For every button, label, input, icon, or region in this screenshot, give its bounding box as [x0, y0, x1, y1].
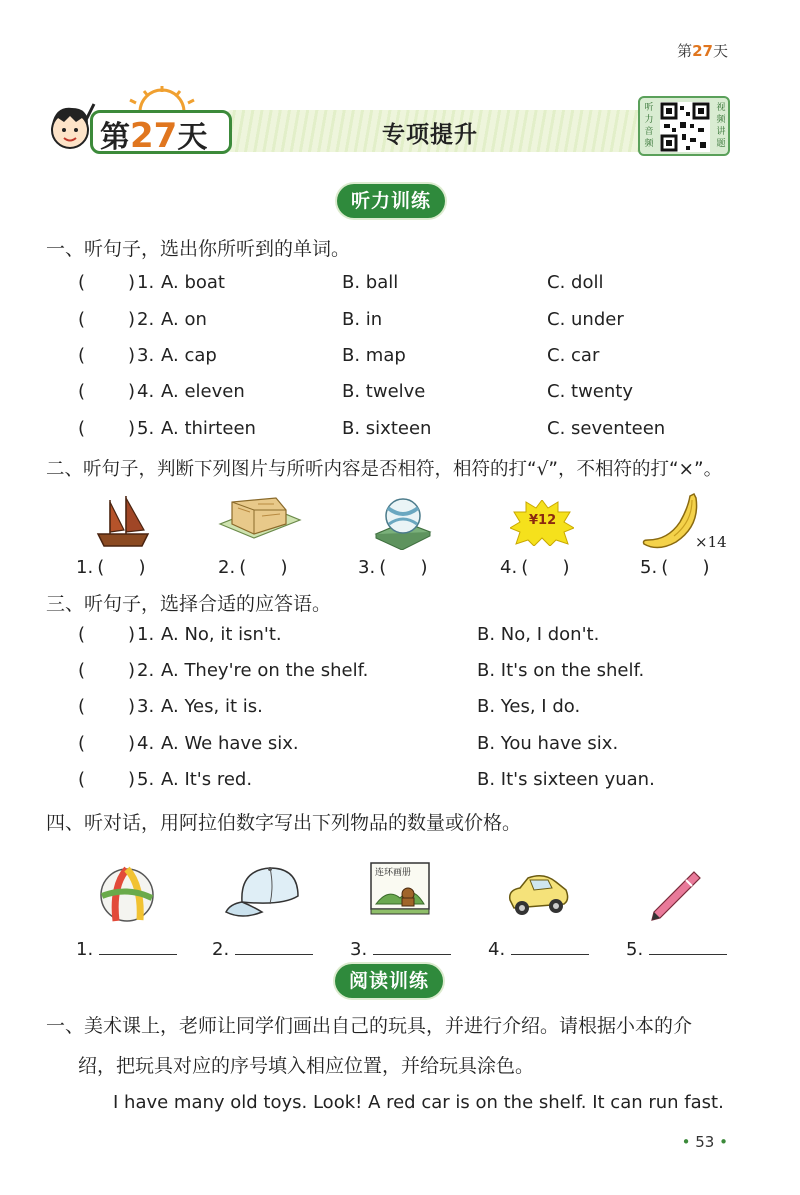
option-c: C. car — [547, 345, 600, 366]
beach-ball-icon — [98, 866, 156, 924]
day-prefix: 第 — [100, 120, 130, 155]
answer-paren[interactable]: ( — [78, 309, 86, 330]
option-b: B. ball — [342, 272, 399, 293]
sailboat-icon — [92, 494, 154, 550]
answer-paren-close: ) — [128, 309, 136, 330]
banana-icon — [640, 492, 702, 552]
option-b: B. It's sixteen yuan. — [477, 769, 655, 790]
option-a: A. They're on the shelf. — [161, 660, 369, 681]
banana-count: ×14 — [695, 533, 727, 551]
map-icon — [214, 494, 306, 552]
corner-prefix: 第 — [677, 42, 693, 60]
answer-paren-close: ) — [128, 272, 136, 293]
option-a: A. No, it isn't. — [161, 624, 282, 645]
reading-q1-line2: 绍，把玩具对应的序号填入相应位置，并给玩具涂色。 — [78, 1055, 535, 1077]
item-number: 2. — [137, 309, 155, 330]
item-number: 1. — [137, 624, 155, 645]
reading-section-pill: 阅读训练 — [335, 964, 443, 998]
day-suffix: 天 — [177, 120, 208, 155]
option-c: C. seventeen — [547, 418, 666, 439]
answer-paren-close: ) — [128, 733, 136, 754]
quantity-blank-1[interactable]: 1. — [76, 937, 177, 960]
qr-left-label: 听力音频 — [644, 103, 654, 149]
answer-paren[interactable]: ( — [78, 696, 86, 717]
listening-q4-title: 四、听对话，用阿拉伯数字写出下列物品的数量或价格。 — [46, 812, 522, 834]
option-a: A. boat — [161, 272, 225, 293]
listening-q2-title: 二、听句子，判断下列图片与所听内容是否相符，相符的打“√”，不相符的打“×”。 — [46, 459, 723, 480]
page-number-text: 53 — [695, 1133, 715, 1151]
ball-on-book-icon — [372, 494, 434, 550]
judge-answer-5[interactable]: 5. ( ) — [640, 557, 710, 578]
day-badge-text — [100, 112, 207, 156]
answer-paren[interactable]: ( — [78, 733, 86, 754]
corner-suffix: 天 — [712, 42, 728, 60]
answer-paren-close: ) — [128, 769, 136, 790]
answer-paren[interactable]: ( — [78, 624, 86, 645]
qr-code-box[interactable] — [638, 96, 730, 156]
answer-paren-close: ) — [128, 624, 136, 645]
corner-day-label — [677, 40, 728, 61]
judge-answer-4[interactable]: 4. ( ) — [500, 557, 570, 578]
page-dot-right: • — [719, 1133, 728, 1151]
qr-right-label: 视频讲题 — [716, 103, 726, 149]
option-b: B. It's on the shelf. — [477, 660, 645, 681]
item-number: 4. — [137, 381, 155, 402]
option-b: B. No, I don't. — [477, 624, 600, 645]
option-a: A. Yes, it is. — [161, 696, 263, 717]
option-b: B. in — [342, 309, 383, 330]
baseball-cap-icon — [222, 862, 304, 922]
pen-icon — [646, 868, 702, 926]
page-title: 专项提升 — [382, 122, 478, 148]
item-number: 2. — [137, 660, 155, 681]
option-c: C. doll — [547, 272, 604, 293]
option-a: A. It's red. — [161, 769, 253, 790]
comic-book-label: 连环画册 — [375, 868, 412, 878]
header-banner — [42, 96, 732, 158]
option-b: B. Yes, I do. — [477, 696, 581, 717]
answer-paren[interactable]: ( — [78, 660, 86, 681]
price-tag-text: ¥12 — [529, 513, 557, 528]
item-number: 5. — [137, 418, 155, 439]
reading-q1-line1: 一、美术课上，老师让同学们画出自己的玩具，并进行介绍。请根据小本的介 — [46, 1015, 693, 1037]
judge-answer-2[interactable]: 2. ( ) — [218, 557, 288, 578]
item-number: 1. — [137, 272, 155, 293]
answer-paren[interactable]: ( — [78, 381, 86, 402]
day-number: 27 — [130, 116, 178, 156]
listening-section-pill: 听力训练 — [337, 184, 445, 218]
quantity-blank-2[interactable]: 2. — [212, 937, 313, 960]
option-a: A. cap — [161, 345, 217, 366]
answer-paren-close: ) — [128, 696, 136, 717]
judge-answer-1[interactable]: 1. ( ) — [76, 557, 146, 578]
option-b: B. twelve — [342, 381, 426, 402]
option-b: B. You have six. — [477, 733, 619, 754]
answer-paren[interactable]: ( — [78, 345, 86, 366]
quantity-blank-3[interactable]: 3. — [350, 937, 451, 960]
corner-day-number: 27 — [692, 42, 713, 60]
item-number: 5. — [137, 769, 155, 790]
answer-paren-close: ) — [128, 660, 136, 681]
answer-paren[interactable]: ( — [78, 418, 86, 439]
option-b: B. sixteen — [342, 418, 432, 439]
answer-paren[interactable]: ( — [78, 272, 86, 293]
option-b: B. map — [342, 345, 406, 366]
option-c: C. twenty — [547, 381, 633, 402]
sun-rays-icon — [122, 86, 202, 112]
answer-paren[interactable]: ( — [78, 769, 86, 790]
option-c: C. under — [547, 309, 624, 330]
toy-car-icon — [504, 870, 572, 920]
option-a: A. eleven — [161, 381, 245, 402]
option-a: A. We have six. — [161, 733, 299, 754]
listening-q3-title: 三、听句子，选择合适的应答语。 — [46, 593, 332, 615]
option-a: A. on — [161, 309, 207, 330]
option-a: A. thirteen — [161, 418, 256, 439]
item-number: 3. — [137, 696, 155, 717]
listening-q1-title: 一、听句子，选出你所听到的单词。 — [46, 238, 351, 260]
page-number — [682, 1133, 728, 1151]
page-dot-left: • — [681, 1133, 691, 1151]
item-number: 3. — [137, 345, 155, 366]
answer-paren-close: ) — [128, 381, 136, 402]
qr-code-icon[interactable] — [660, 102, 710, 152]
item-number: 4. — [137, 733, 155, 754]
quantity-blank-4[interactable]: 4. — [488, 937, 589, 960]
answer-paren-close: ) — [128, 345, 136, 366]
answer-paren-close: ) — [128, 418, 136, 439]
judge-answer-3[interactable]: 3. ( ) — [358, 557, 428, 578]
quantity-blank-5[interactable]: 5. — [626, 937, 727, 960]
reading-passage: I have many old toys. Look! A red car is on the shelf. It can run fast. — [113, 1092, 724, 1113]
